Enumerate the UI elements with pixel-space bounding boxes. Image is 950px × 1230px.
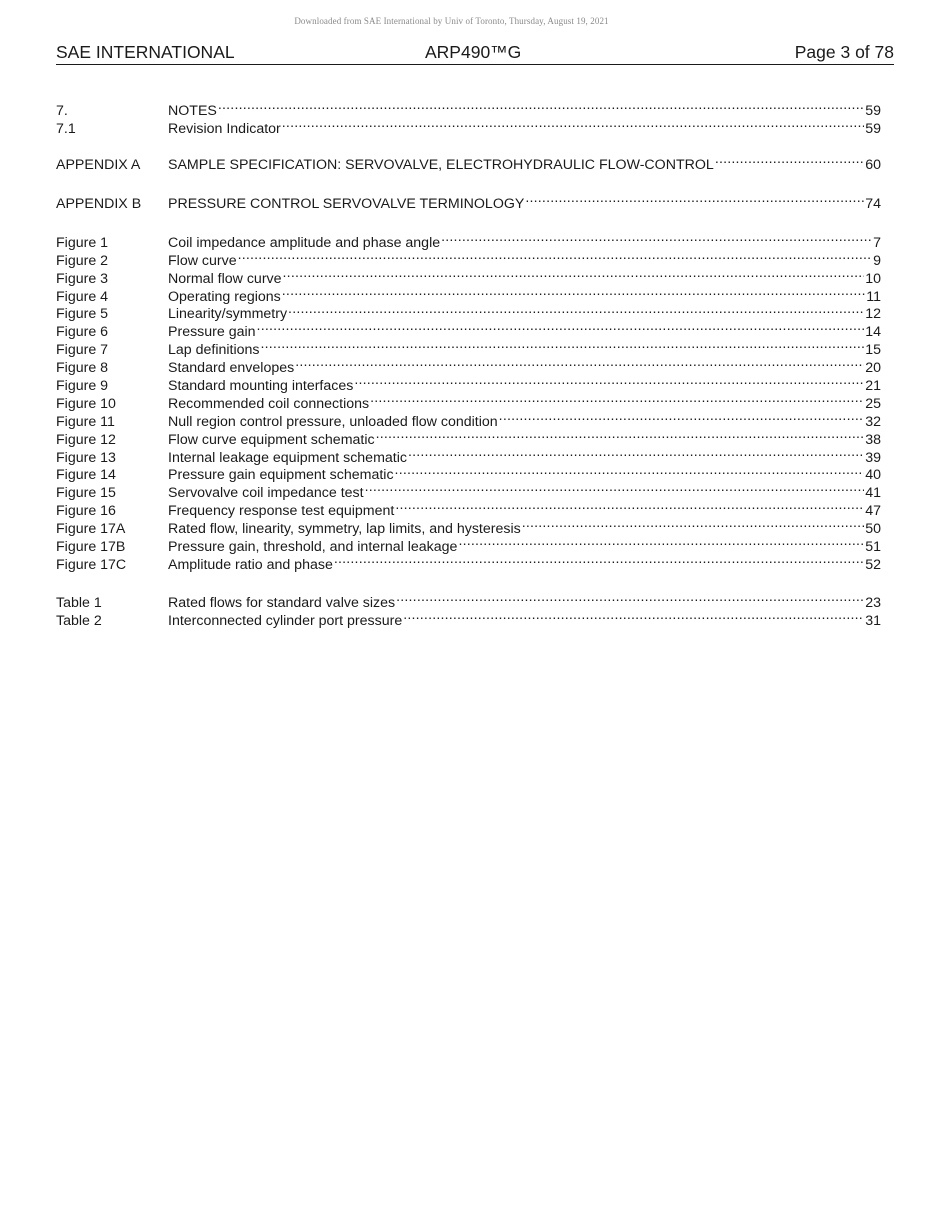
dot-leader (499, 408, 865, 426)
toc-entry-title: Pressure gain, threshold, and internal leakage (168, 539, 458, 556)
toc-entry-page: 12 (865, 306, 881, 323)
toc-entry-number: 7.1 (56, 120, 76, 137)
toc-entry-number: Figure 17B (56, 539, 126, 556)
page-header (56, 44, 894, 65)
toc-entry-page: 39 (865, 449, 881, 466)
toc-entry-number: Figure 9 (56, 378, 109, 395)
toc-figures-list (56, 229, 881, 573)
toc-entry-number: Figure 11 (56, 413, 115, 430)
toc-entry-number: Figure 5 (56, 306, 109, 323)
toc-entry-appendix-a[interactable] (56, 151, 881, 173)
toc-entry-number: Figure 8 (56, 360, 109, 377)
dot-leader (238, 247, 873, 265)
toc-entry-page: 15 (865, 342, 881, 359)
toc-entry-page: 51 (865, 539, 881, 556)
toc-entry-title: Pressure gain (168, 324, 256, 341)
toc-entry-number: Figure 14 (56, 467, 116, 484)
toc-entry-title: NOTES (168, 102, 217, 119)
toc-entry-page: 25 (865, 395, 881, 412)
toc-appendix-a (56, 151, 881, 173)
dot-leader (282, 115, 864, 133)
toc-entry-number: Table 1 (56, 594, 102, 611)
toc-entry-page: 41 (865, 485, 881, 502)
dot-leader (218, 97, 864, 115)
dot-leader (395, 497, 864, 515)
dot-leader (257, 318, 865, 336)
dot-leader (334, 551, 864, 569)
header-page-number: Page 3 of 78 (794, 42, 894, 62)
toc-entry-number: Figure 17C (56, 556, 127, 573)
dot-leader (441, 229, 872, 247)
toc-entry-number: APPENDIX A (56, 156, 141, 173)
toc-entry-page: 59 (865, 102, 881, 119)
dot-leader (288, 301, 864, 319)
toc-tables-list (56, 589, 881, 629)
toc-entry-page: 20 (865, 360, 881, 377)
toc-entry-number: Figure 12 (56, 431, 116, 448)
toc-entry-title: Null region control pressure, unloaded flow condition (168, 413, 498, 430)
toc-entry-page: 21 (865, 378, 881, 395)
dot-leader (522, 515, 865, 533)
toc-entry-page: 32 (865, 413, 881, 430)
header-organization: SAE INTERNATIONAL (56, 42, 235, 62)
toc-entry-title: Standard envelopes (168, 360, 295, 377)
toc-entry-page: 31 (865, 612, 881, 629)
dot-leader (354, 372, 864, 390)
toc-entry-appendix-b[interactable] (56, 190, 881, 212)
toc-entry-title: Operating regions (168, 288, 281, 305)
toc-entry-page: 50 (865, 521, 881, 538)
dot-leader (396, 589, 864, 607)
toc-entry-title: Coil impedance amplitude and phase angle (168, 234, 441, 251)
toc-entry-number: Figure 17A (56, 521, 126, 538)
toc-appendix-b (56, 190, 881, 212)
toc-entry-table-1[interactable] (56, 589, 881, 611)
toc-entry-page: 14 (865, 324, 881, 341)
toc-entry-page: 74 (865, 195, 881, 212)
toc-entry-page: 40 (865, 467, 881, 484)
toc-entry-figure-1[interactable] (56, 229, 881, 251)
dot-leader (365, 479, 865, 497)
toc-entry-title: Flow curve (168, 252, 237, 269)
toc-entry-title: Pressure gain equipment schematic (168, 467, 394, 484)
toc-entry-page: 10 (865, 270, 881, 287)
toc-entry-title: Linearity/symmetry (168, 306, 288, 323)
dot-leader (370, 390, 864, 408)
dot-leader (376, 426, 865, 444)
toc-entry-title: PRESSURE CONTROL SERVOVALVE TERMINOLOGY (168, 195, 525, 212)
toc-entry-number: Figure 4 (56, 288, 109, 305)
dot-leader (403, 607, 864, 625)
dot-leader (282, 283, 865, 301)
toc-entry-title: Servovalve coil impedance test (168, 485, 364, 502)
toc-entry-number: Figure 1 (56, 234, 109, 251)
toc-entry-number: Figure 16 (56, 503, 116, 520)
toc-entry-page: 11 (866, 288, 881, 305)
toc-entry-title: Flow curve equipment schematic (168, 431, 375, 448)
dot-leader (283, 265, 865, 283)
toc-entry-title: Standard mounting interfaces (168, 378, 354, 395)
dot-leader (261, 336, 865, 354)
toc-entry-page: 38 (865, 431, 881, 448)
toc-entry-number: Figure 10 (56, 395, 116, 412)
toc-entry-number: 7. (56, 102, 68, 119)
toc-entry-page: 9 (873, 252, 881, 269)
toc-entry-title: Frequency response test equipment (168, 503, 395, 520)
download-watermark: Downloaded from SAE International by Univ of Toronto, Thursday, August 19, 2021 (294, 16, 609, 26)
toc-entry-title: Recommended coil connections (168, 395, 370, 412)
toc-entry-number: Figure 2 (56, 252, 109, 269)
dot-leader (395, 462, 865, 480)
toc-entry-title: Normal flow curve (168, 270, 282, 287)
toc-entry-number: Table 2 (56, 612, 102, 629)
toc-entry-page: 60 (865, 156, 881, 173)
toc-entry-number: Figure 15 (56, 485, 116, 502)
toc-entry-title: Rated flows for standard valve sizes (168, 594, 396, 611)
header-document-id: ARP490™G (425, 42, 522, 62)
toc-entry-title: Internal leakage equipment schematic (168, 449, 407, 466)
dot-leader (525, 190, 864, 208)
dot-leader (458, 533, 864, 551)
toc-entry-page: 7 (873, 234, 881, 251)
toc-entry-section-7[interactable] (56, 97, 881, 119)
dot-leader (715, 151, 864, 169)
toc-entry-title: SAMPLE SPECIFICATION: SERVOVALVE, ELECTROHYDRAULIC FLOW-CONTROL (168, 156, 714, 173)
toc-entry-title: Revision Indicator (168, 120, 281, 137)
toc-entry-title: Rated flow, linearity, symmetry, lap limits, and hysteresis (168, 521, 521, 538)
toc-entry-number: Figure 6 (56, 324, 109, 341)
toc-entry-title: Interconnected cylinder port pressure (168, 612, 403, 629)
dot-leader (295, 354, 864, 372)
toc-entry-page: 59 (865, 120, 881, 137)
dot-leader (408, 444, 864, 462)
toc-entry-page: 47 (865, 503, 881, 520)
toc-entry-number: Figure 13 (56, 449, 116, 466)
toc-entry-title: Amplitude ratio and phase (168, 556, 333, 573)
toc-sections (56, 97, 881, 137)
toc-entry-number: APPENDIX B (56, 195, 142, 212)
toc-entry-number: Figure 3 (56, 270, 109, 287)
toc-entry-title: Lap definitions (168, 342, 260, 359)
toc-entry-page: 23 (865, 594, 881, 611)
toc-entry-page: 52 (865, 556, 881, 573)
toc-entry-number: Figure 7 (56, 342, 109, 359)
